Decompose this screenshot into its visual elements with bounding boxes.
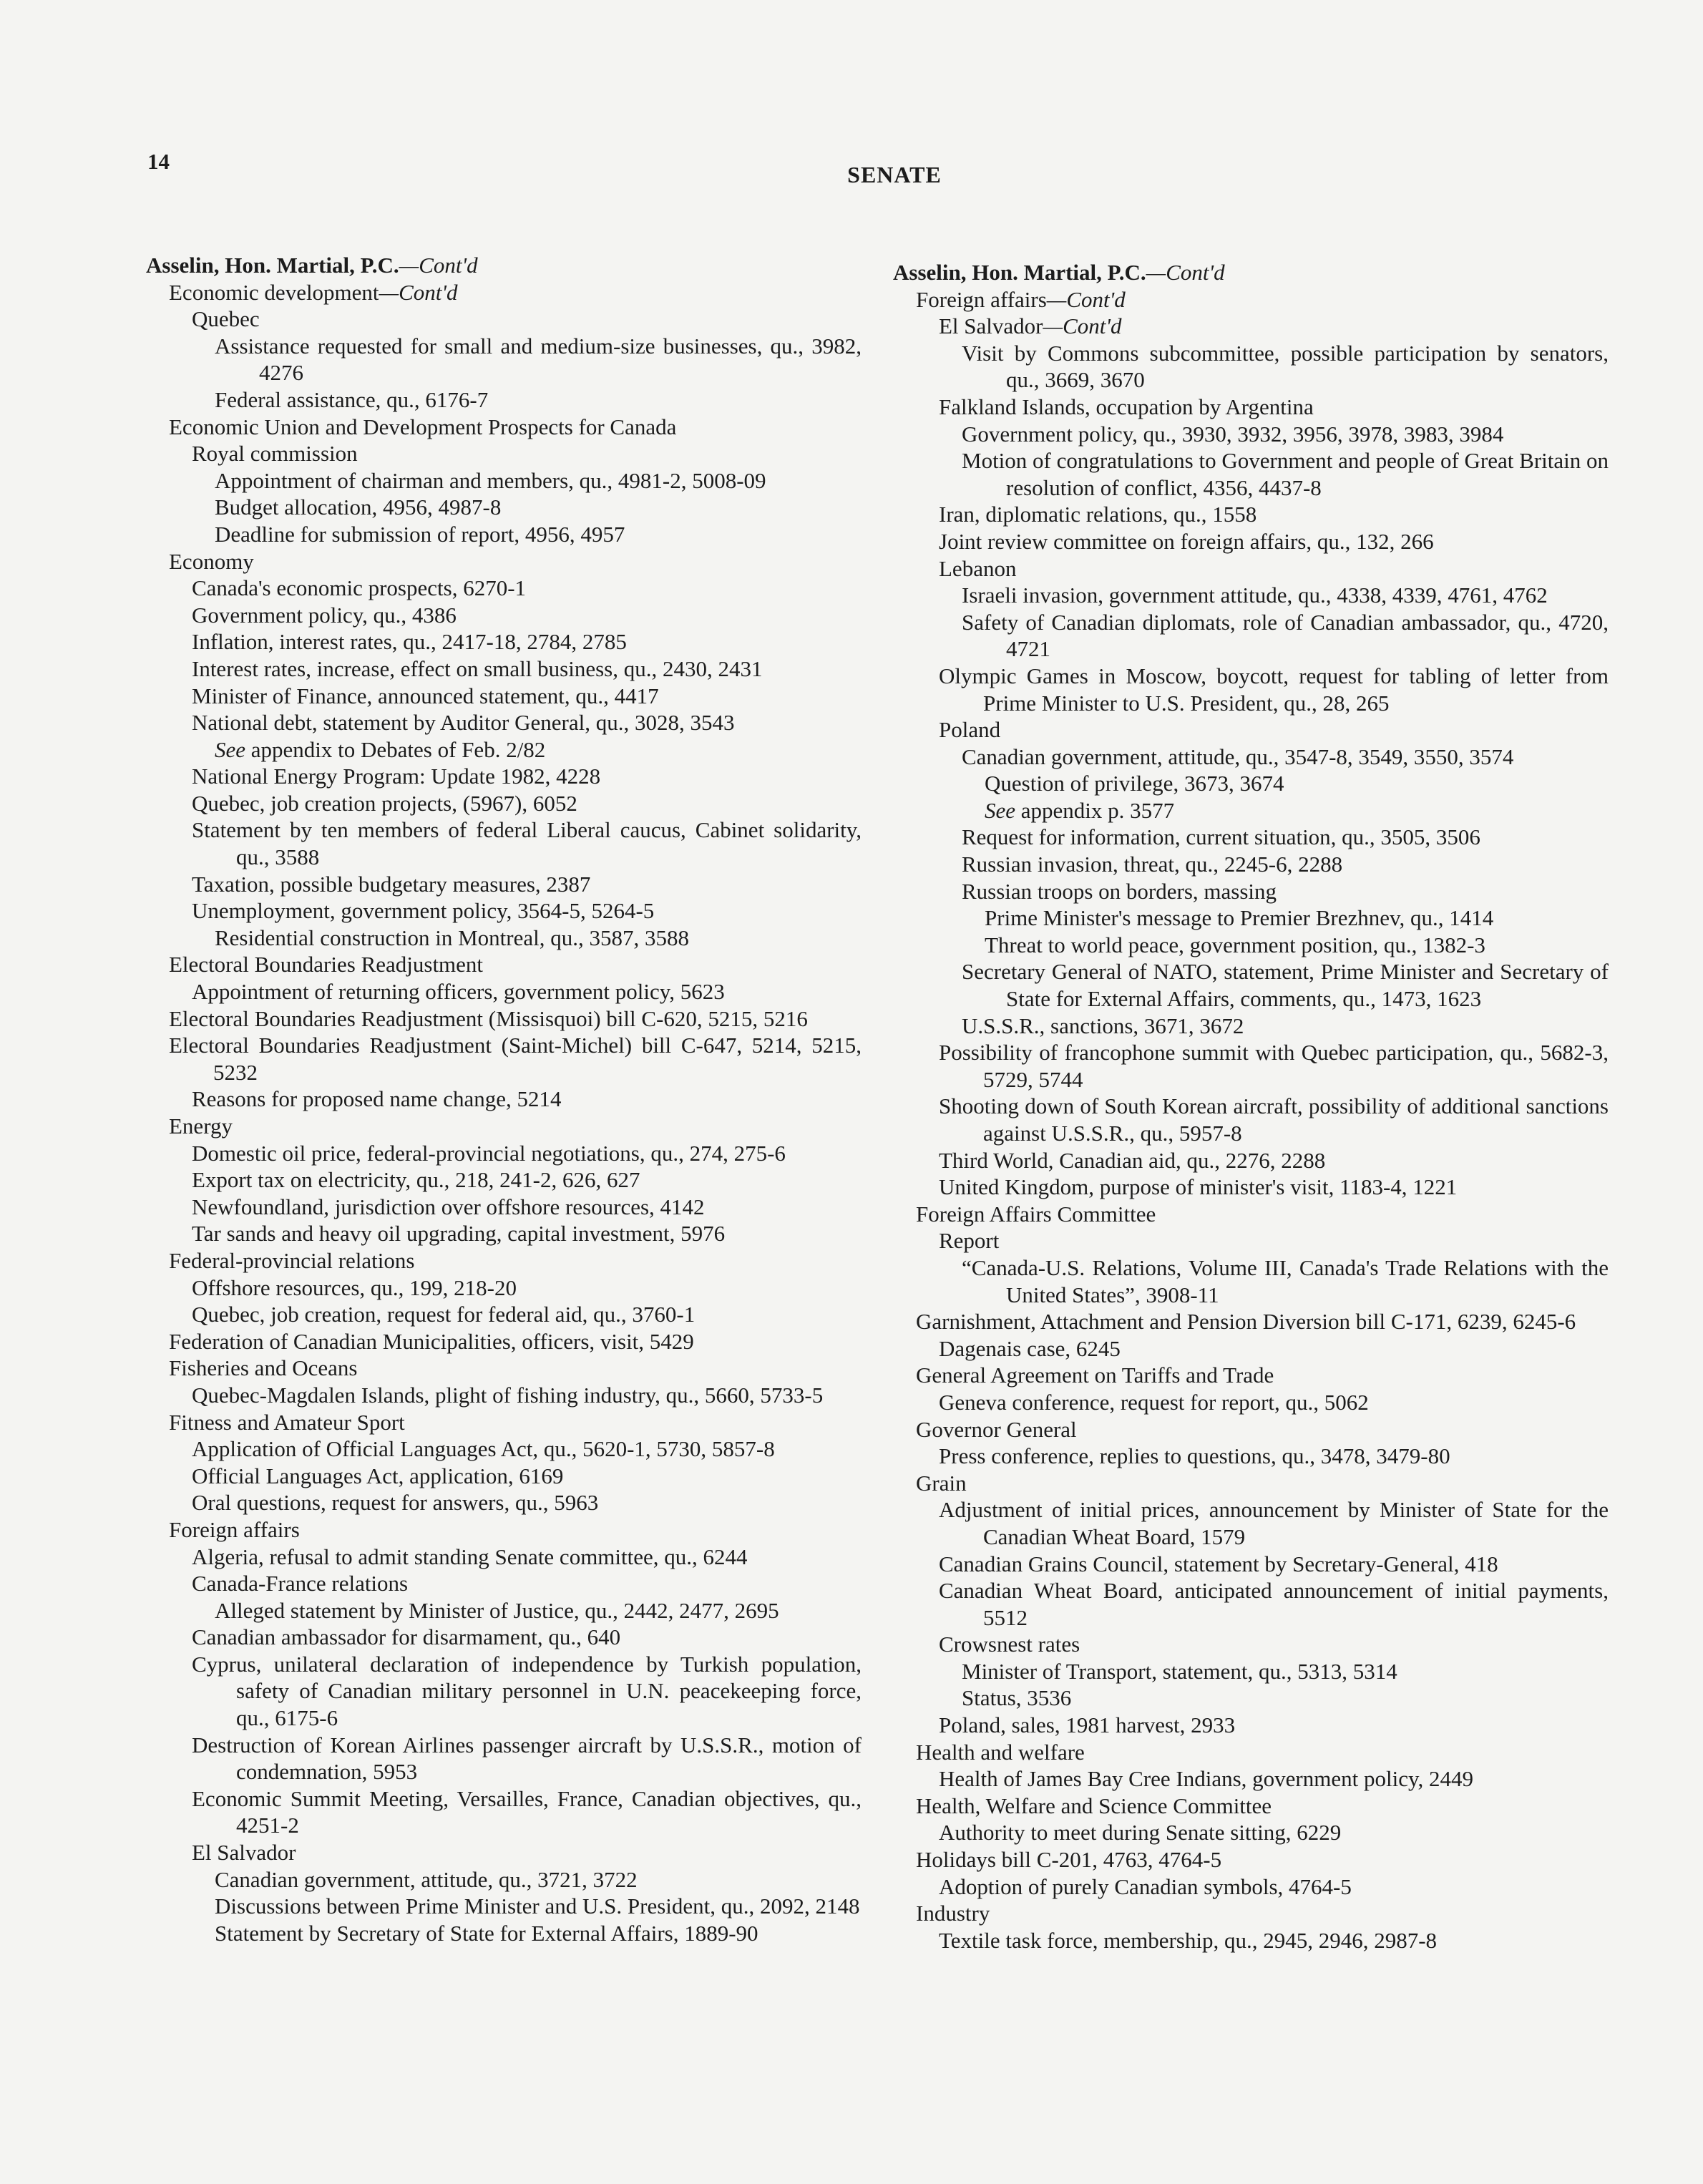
entry-text: appendix to Debates of Feb. 2/82 (245, 736, 546, 762)
index-entry (893, 1819, 1609, 1846)
entry-text: Request for information, current situation, qu., 3505, 3506 (962, 824, 1480, 850)
entry-text: Deadline for submission of report, 4956, 4957 (215, 521, 625, 547)
see-reference: See (985, 797, 1016, 823)
index-entry (893, 447, 1609, 501)
index-entry (146, 1570, 862, 1597)
entry-text: Canada-France relations (192, 1571, 409, 1596)
entry-text: National debt, statement by Auditor General, qu., 3028, 3543 (192, 710, 735, 736)
index-entry (146, 1301, 862, 1328)
entry-text: Government policy, qu., 3930, 3932, 3956, 3978, 3983, 3984 (962, 421, 1504, 447)
index-entry (893, 716, 1609, 744)
index-entry (146, 1005, 862, 1033)
entry-text: Governor General (916, 1416, 1077, 1442)
index-entry (146, 1247, 862, 1274)
entry-text: Statement by ten members of federal Liberal caucus, Cabinet solidarity, qu., 3588 (192, 817, 862, 870)
index-entry (146, 1463, 862, 1490)
entry-text: Electoral Boundaries Readjustment (Missisquoi) bill C-620, 5215, 5216 (169, 1005, 808, 1031)
entry-text: Residential construction in Montreal, qu., 3587, 3588 (215, 925, 689, 950)
index-entry (146, 333, 862, 386)
index-entry (146, 1839, 862, 1866)
index-entry (146, 1194, 862, 1221)
entry-text: Foreign affairs (916, 286, 1047, 312)
entry-text: Federation of Canadian Municipalities, officers, visit, 5429 (169, 1328, 694, 1354)
index-entry (893, 1093, 1609, 1146)
continued-marker: —Cont'd (1046, 286, 1126, 312)
index-entry (893, 932, 1609, 959)
entry-text: Destruction of Korean Airlines passenger aircraft by U.S.S.R., motion of condemnation, 5953 (192, 1732, 862, 1785)
index-entry (146, 1651, 862, 1732)
index-entry (146, 925, 862, 952)
index-entry (146, 1140, 862, 1167)
continued-marker: —Cont'd (379, 279, 458, 305)
index-entry (146, 978, 862, 1005)
entry-text: Quebec (192, 306, 260, 332)
page-number: 14 (147, 149, 170, 174)
index-entry (146, 279, 862, 306)
entry-text: Garnishment, Attachment and Pension Diversion bill C-171, 6239, 6245-6 (916, 1309, 1576, 1335)
index-entry (893, 1443, 1609, 1470)
index-entry (893, 1362, 1609, 1389)
index-entry (146, 871, 862, 898)
index-entry (893, 1227, 1609, 1254)
index-entry (146, 1920, 862, 1947)
entry-text: Unemployment, government policy, 3564-5, 5264-5 (192, 898, 655, 924)
index-entry (893, 1631, 1609, 1658)
index-entry (893, 394, 1609, 421)
entry-text: Russian invasion, threat, qu., 2245-6, 2288 (962, 852, 1343, 877)
continued-marker: —Cont'd (399, 253, 478, 278)
index-entry (893, 340, 1609, 394)
index-entry (893, 1335, 1609, 1362)
index-entry (893, 286, 1609, 313)
entry-text: Canadian government, attitude, qu., 3547-8, 3549, 3550, 3574 (962, 744, 1514, 769)
entry-text: Health, Welfare and Science Committee (916, 1793, 1272, 1818)
entry-text: Canadian ambassador for disarmament, qu., 640 (192, 1624, 621, 1650)
index-entry (893, 555, 1609, 582)
entry-text: Holidays bill C-201, 4763, 4764-5 (916, 1847, 1222, 1873)
index-entry (893, 1658, 1609, 1685)
entry-text: Iran, diplomatic relations, qu., 1558 (939, 502, 1257, 527)
entry-text: Motion of congratulations to Government and people of Great Britain on resolution of conflict, 4356, 4437-8 (962, 448, 1609, 500)
entry-text: Inflation, interest rates, qu., 2417-18, 2784, 2785 (192, 629, 627, 655)
entry-text: Cyprus, unilateral declaration of independence by Turkish population, safety of Canadian military personnel in U.N. peacekeeping force, qu., 6175-6 (192, 1651, 862, 1731)
index-entry (146, 1624, 862, 1651)
index-entry (893, 1685, 1609, 1712)
entry-text: Interest rates, increase, effect on small business, qu., 2430, 2431 (192, 655, 763, 681)
entry-text: Report (939, 1228, 1000, 1254)
index-entry (146, 467, 862, 494)
index-entry (146, 1086, 862, 1113)
entry-text: Appointment of chairman and members, qu., 4981-2, 5008-09 (215, 467, 766, 493)
entry-text: El Salvador (192, 1840, 296, 1866)
index-entry (146, 1355, 862, 1382)
index-entry (146, 1409, 862, 1436)
index-entry (146, 494, 862, 521)
index-entry (146, 1032, 862, 1086)
entry-text: Canada's economic prospects, 6270-1 (192, 575, 527, 601)
entry-text: Lebanon (939, 555, 1017, 581)
index-entry (893, 1254, 1609, 1308)
entry-text: Application of Official Languages Act, qu., 5620-1, 5730, 5857-8 (192, 1436, 775, 1462)
entry-text: Status, 3536 (962, 1685, 1072, 1711)
index-entry (893, 1765, 1609, 1793)
index-entry (146, 306, 862, 333)
entry-text: Fitness and Amateur Sport (169, 1409, 405, 1435)
entry-text: Statement by Secretary of State for External Affairs, 1889-90 (215, 1920, 758, 1946)
index-entry (893, 1174, 1609, 1201)
entry-text: Discussions between Prime Minister and U.S. President, qu., 2092, 2148 (215, 1893, 860, 1919)
index-entry (146, 440, 862, 467)
entry-text: Minister of Transport, statement, qu., 5313, 5314 (962, 1658, 1397, 1684)
entry-text: Offshore resources, qu., 199, 218-20 (192, 1274, 517, 1300)
entry-text: United Kingdom, purpose of minister's visit, 1183-4, 1221 (939, 1174, 1458, 1200)
index-entry (893, 958, 1609, 1012)
index-entry (893, 878, 1609, 905)
entry-text: Possibility of francophone summit with Quebec participation, qu., 5682-3, 5729, 5744 (939, 1040, 1609, 1092)
index-entry (893, 1147, 1609, 1174)
entry-text: Falkland Islands, occupation by Argentina (939, 394, 1314, 419)
entry-text: appendix p. 3577 (1015, 797, 1175, 823)
continued-marker: —Cont'd (1146, 260, 1225, 285)
entry-text: National Energy Program: Update 1982, 4228 (192, 764, 601, 789)
entry-text: Canadian Wheat Board, anticipated announcement of initial payments, 5512 (939, 1578, 1609, 1630)
index-entry (893, 1873, 1609, 1901)
entry-text: Export tax on electricity, qu., 218, 241-2, 626, 627 (192, 1167, 640, 1193)
entry-text: Taxation, possible budgetary measures, 2387 (192, 871, 591, 897)
entry-text: Royal commission (192, 441, 358, 467)
entry-text: Geneva conference, request for report, qu., 5062 (939, 1389, 1369, 1415)
index-heading (893, 259, 1609, 286)
index-entry (893, 1201, 1609, 1228)
entry-text: Foreign affairs (169, 1516, 300, 1542)
entry-text: Energy (169, 1113, 233, 1139)
index-entry (146, 548, 862, 575)
entry-text: “Canada-U.S. Relations, Volume III, Canada's Trade Relations with the United States”, 3908-11 (962, 1254, 1609, 1307)
entry-name: Asselin, Hon. Martial, P.C. (893, 260, 1146, 285)
entry-text: Economic Union and Development Prospects for Canada (169, 414, 677, 439)
entry-text: Electoral Boundaries Readjustment (Saint-Michel) bill C-647, 5214, 5215, 5232 (169, 1033, 862, 1085)
entry-text: Assistance requested for small and medium-size businesses, qu., 3982, 4276 (215, 333, 862, 386)
index-column-right (893, 259, 1609, 1954)
entry-text: Safety of Canadian diplomats, role of Canadian ambassador, qu., 4720, 4721 (962, 609, 1609, 662)
index-entry (146, 1435, 862, 1463)
index-entry (893, 421, 1609, 448)
index-entry (893, 770, 1609, 797)
entry-text: Government policy, qu., 4386 (192, 602, 457, 628)
index-entry (893, 582, 1609, 609)
entry-text: Crowsnest rates (939, 1632, 1080, 1657)
entry-text: Foreign Affairs Committee (916, 1201, 1156, 1227)
index-entry (146, 575, 862, 602)
index-entry (893, 824, 1609, 851)
index-entry (146, 790, 862, 817)
entry-text: Israeli invasion, government attitude, qu., 4338, 4339, 4761, 4762 (962, 582, 1548, 608)
index-entry (893, 1470, 1609, 1497)
running-head: SENATE (847, 162, 942, 187)
index-entry (893, 609, 1609, 663)
entry-text: Algeria, refusal to admit standing Senate committee, qu., 6244 (192, 1544, 748, 1569)
index-entry (893, 501, 1609, 528)
index-entry (146, 951, 862, 978)
entry-text: Canadian government, attitude, qu., 3721, 3722 (215, 1866, 638, 1892)
entry-text: Health of James Bay Cree Indians, government policy, 2449 (939, 1766, 1473, 1792)
entry-text: Question of privilege, 3673, 3674 (985, 771, 1284, 796)
entry-text: Grain (916, 1470, 967, 1496)
entry-text: Threat to world peace, government position, qu., 1382-3 (985, 932, 1485, 957)
entry-text: Economic development (169, 279, 379, 305)
entry-text: Quebec, job creation, request for federal aid, qu., 3760-1 (192, 1302, 696, 1327)
entry-text: Prime Minister's message to Premier Brezhnev, qu., 1414 (985, 905, 1494, 931)
index-entry (146, 386, 862, 414)
entry-text: Economic Summit Meeting, Versailles, France, Canadian objectives, qu., 4251-2 (192, 1785, 862, 1838)
entry-text: Health and welfare (916, 1739, 1085, 1765)
index-entry (146, 1274, 862, 1302)
index-entry (893, 851, 1609, 878)
entry-text: Dagenais case, 6245 (939, 1335, 1121, 1361)
entry-text: Domestic oil price, federal-provincial negotiations, qu., 274, 275-6 (192, 1140, 786, 1166)
index-entry (146, 1166, 862, 1194)
entry-text: Tar sands and heavy oil upgrading, capital investment, 5976 (192, 1221, 726, 1247)
index-entry (146, 1489, 862, 1516)
entry-text: Textile task force, membership, qu., 2945, 2946, 2987-8 (939, 1927, 1438, 1953)
index-entry (893, 1793, 1609, 1820)
entry-text: Russian troops on borders, massing (962, 878, 1277, 904)
see-reference: See (215, 736, 246, 762)
entry-text: Authority to meet during Senate sitting, 6229 (939, 1820, 1342, 1846)
index-heading (146, 252, 862, 279)
index-entry (893, 1712, 1609, 1739)
index-entry (893, 797, 1609, 824)
index-entry (146, 736, 862, 764)
entry-text: Oral questions, request for answers, qu., 5963 (192, 1490, 599, 1516)
index-entry (146, 602, 862, 629)
index-entry (146, 1544, 862, 1571)
index-entry (893, 1577, 1609, 1631)
index-entry (893, 1039, 1609, 1093)
index-entry (893, 1389, 1609, 1416)
entry-text: Fisheries and Oceans (169, 1355, 358, 1381)
index-entry (146, 628, 862, 655)
entry-text: Economy (169, 548, 254, 574)
index-entry (146, 1328, 862, 1355)
entry-text: Shooting down of South Korean aircraft, possibility of additional sanctions against U.S.S.R., qu., 5957-8 (939, 1093, 1609, 1146)
entry-text: Newfoundland, jurisdiction over offshore resources, 4142 (192, 1194, 705, 1219)
entry-text: Visit by Commons subcommittee, possible participation by senators, qu., 3669, 3670 (962, 340, 1609, 393)
index-entry (146, 1113, 862, 1140)
index-entry (893, 1900, 1609, 1927)
continued-marker: —Cont'd (1043, 313, 1122, 339)
index-entry (893, 313, 1609, 340)
entry-text: Appointment of returning officers, government policy, 5623 (192, 979, 725, 1005)
entry-text: Poland, sales, 1981 harvest, 2933 (939, 1712, 1236, 1738)
entry-text: Canadian Grains Council, statement by Secretary-General, 418 (939, 1551, 1498, 1576)
index-entry (146, 816, 862, 870)
entry-text: Poland (939, 717, 1001, 743)
index-entry (146, 521, 862, 548)
entry-text: Third World, Canadian aid, qu., 2276, 2288 (939, 1147, 1326, 1173)
entry-text: Quebec, job creation projects, (5967), 6052 (192, 790, 577, 816)
entry-text: Press conference, replies to questions, qu., 3478, 3479-80 (939, 1443, 1450, 1469)
index-entry (893, 1551, 1609, 1578)
entry-text: Alleged statement by Minister of Justice, qu., 2442, 2477, 2695 (215, 1597, 779, 1623)
entry-text: Secretary General of NATO, statement, Prime Minister and Secretary of State for External Affairs, comments, qu., 1473, 1623 (962, 959, 1609, 1012)
entry-text: Federal-provincial relations (169, 1247, 415, 1273)
entry-text: Industry (916, 1901, 990, 1926)
index-entry (893, 1496, 1609, 1550)
index-entry (146, 1597, 862, 1624)
index-entry (146, 655, 862, 683)
index-entry (146, 1785, 862, 1839)
entry-text: Joint review committee on foreign affairs, qu., 132, 266 (939, 528, 1434, 554)
index-entry (146, 1866, 862, 1893)
index-entry (893, 1846, 1609, 1873)
entry-text: Adoption of purely Canadian symbols, 4764-5 (939, 1873, 1352, 1899)
entry-text: Olympic Games in Moscow, boycott, request for tabling of letter from Prime Minister to U.S. President, qu., 28, 265 (939, 663, 1609, 716)
index-entry (893, 905, 1609, 932)
entry-text: Electoral Boundaries Readjustment (169, 952, 484, 978)
index-entry (146, 1382, 862, 1409)
entry-text: U.S.S.R., sanctions, 3671, 3672 (962, 1013, 1244, 1038)
index-entry (893, 1013, 1609, 1040)
index-entry (146, 414, 862, 441)
entry-text: Federal assistance, qu., 6176-7 (215, 386, 489, 412)
index-entry (146, 709, 862, 736)
index-entry (146, 1732, 862, 1785)
entry-text: Minister of Finance, announced statement, qu., 4417 (192, 683, 659, 708)
index-entry (893, 663, 1609, 716)
entry-text: El Salvador (939, 313, 1043, 339)
entry-text: Budget allocation, 4956, 4987-8 (215, 494, 502, 520)
entry-text: General Agreement on Tariffs and Trade (916, 1362, 1274, 1388)
entry-text: Reasons for proposed name change, 5214 (192, 1086, 562, 1112)
index-column-left (146, 252, 862, 1946)
index-entry (146, 1893, 862, 1920)
index-entry (893, 1739, 1609, 1766)
index-entry (146, 1516, 862, 1544)
index-entry (893, 1927, 1609, 1954)
index-entry (893, 1308, 1609, 1335)
entry-text: Adjustment of initial prices, announcement by Minister of State for the Canadian Wheat Board, 1579 (939, 1497, 1609, 1549)
index-entry (146, 897, 862, 925)
index-entry (893, 744, 1609, 771)
index-entry (893, 528, 1609, 555)
entry-text: Quebec-Magdalen Islands, plight of fishing industry, qu., 5660, 5733-5 (192, 1382, 824, 1408)
index-entry (146, 763, 862, 790)
entry-text: Official Languages Act, application, 6169 (192, 1463, 564, 1488)
index-entry (146, 683, 862, 710)
index-entry (146, 1220, 862, 1247)
index-entry (893, 1416, 1609, 1443)
entry-name: Asselin, Hon. Martial, P.C. (146, 253, 399, 278)
